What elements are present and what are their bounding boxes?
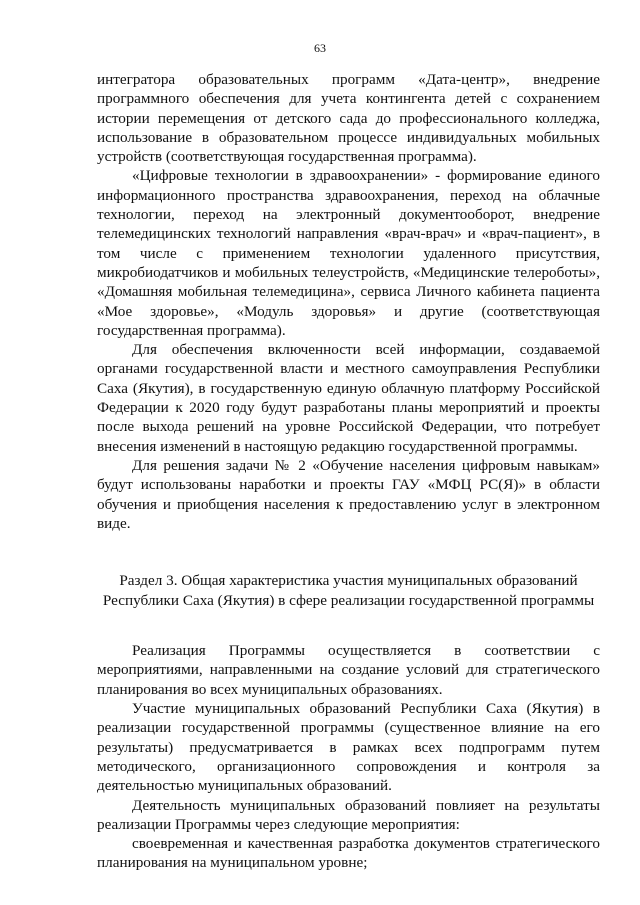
paragraph-continuation: интегратора образовательных программ «Дата-центр», внедрение программного обеспечения для учета контингента детей с сохранением истории перемещения от детского сада до профессионального колледжа, использование в образовательном процессе индивидуальных мобильных устройств (соответствующая государственная программа). xyxy=(97,71,600,166)
document-body xyxy=(97,70,600,873)
paragraph-program-implementation: Реализация Программы осуществляется в соответствии с мероприятиями, направленными на создание условий для стратегического планирования во всех муниципальных образованиях. xyxy=(97,642,600,698)
paragraph-list-item: своевременная и качественная разработка документов стратегического планирования на муниципальном уровне; xyxy=(97,835,600,872)
paragraph-digital-health: «Цифровые технологии в здравоохранении» - формирование единого информационного пространства здравоохранения, переход на облачные технологии, переход на электронный документооборот, внедрение телемедицинских технологий направления «врач-врач» и «врач-пациент», в том числе с применением технологии удаленного присутствия, микробиодатчиков и мобильных телеустройств, «Медицинские телероботы», «Домашняя мобильная телемедицина», сервиса Личного кабинета пациента «Мое здоровье», «Модуль здоровья» и другие (соответствующая государственная программа). xyxy=(97,167,600,339)
page-number: 63 xyxy=(314,41,326,55)
paragraph-municipal-activity: Деятельность муниципальных образований повлияет на результаты реализации Программы через следующие мероприятия: xyxy=(97,796,600,833)
section-heading-line-1: Раздел 3. Общая характеристика участия муниципальных образований xyxy=(119,572,578,590)
paragraph-cloud-platform: Для обеспечения включенности всей информации, создаваемой органами государственной власти и местного самоуправления Республики Саха (Якутия), в государственную единую облачную платформу Российской Федерации к 2020 году будут разработаны планы мероприятий и проекты после выхода решений на уровне Российской Федерации, что потребует внесения изменений в настоящую редакцию государственной программы. xyxy=(97,341,600,455)
section-heading-line-2: Республики Саха (Якутия) в сфере реализации государственной программы xyxy=(102,592,595,610)
paragraph-digital-skills: Для решения задачи № 2 «Обучение населения цифровым навыкам» будут использованы наработки и проекты ГАУ «МФЦ РС(Я)» в области обучения и приобщения населения к предоставлению услуг в электронном виде. xyxy=(97,456,600,532)
section-heading xyxy=(97,571,600,611)
paragraph-municipal-participation: Участие муниципальных образований Республики Саха (Якутия) в реализации государственной программы (существенное влияние на его результаты) предусматривается в рамках всех подпрограмм путем методического, организационного сопровождения и контроля за деятельностью муниципальных образований. xyxy=(97,700,600,795)
